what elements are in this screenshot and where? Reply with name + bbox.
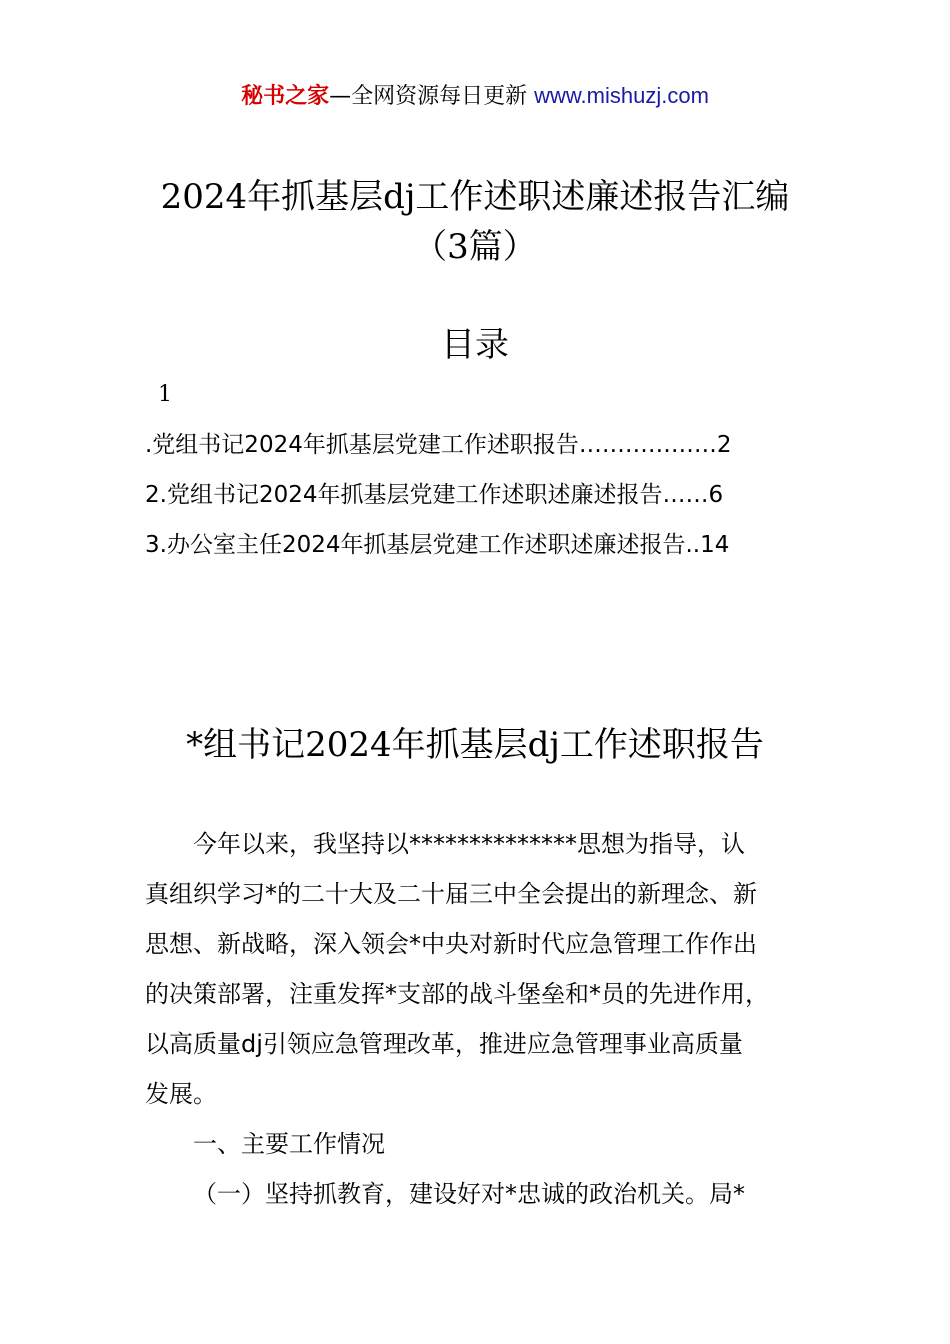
- site-header: [0, 80, 950, 113]
- brand-name: 秘书之家: [241, 84, 330, 109]
- body-paragraph-line: 发展。: [145, 1080, 217, 1108]
- body-paragraph-line: 真组织学习*的二十大及二十届三中全会提出的新理念、新: [145, 880, 757, 908]
- subheading-main-work: 一、主要工作情况: [193, 1130, 385, 1158]
- body-paragraph-line: 的决策部署，注重发挥*支部的战斗堡垒和*员的先进作用，: [145, 980, 769, 1008]
- document-title: 2024年抓基层dj工作述职述廉述报告汇编: [160, 177, 790, 217]
- toc-item-3[interactable]: 3.办公室主任2024年抓基层党建工作述职述廉述报告..14: [145, 532, 730, 558]
- toc-item-2[interactable]: 2.党组书记2024年抓基层党建工作述职述廉述报告……6: [145, 482, 724, 508]
- toc-number-fragment: 1: [158, 382, 172, 407]
- section-title: *组书记2024年抓基层dj工作述职报告: [186, 725, 764, 765]
- subheading-education: （一）坚持抓教育，建设好对*忠诚的政治机关。局*: [193, 1180, 745, 1208]
- toc-item-1[interactable]: .党组书记2024年抓基层党建工作述职报告………………2: [145, 432, 732, 458]
- body-paragraph-line: 思想、新战略，深入领会*中央对新时代应急管理工作作出: [145, 930, 757, 958]
- body-paragraph-line: 以高质量dj引领应急管理改革，推进应急管理事业高质量: [145, 1030, 743, 1058]
- site-url-link[interactable]: www.mishuzj.com: [534, 83, 709, 108]
- toc-heading: 目录: [441, 325, 509, 365]
- document-title-count: （3篇）: [413, 227, 537, 267]
- header-slogan: —全网资源每日更新: [329, 84, 535, 109]
- body-paragraph-line: 今年以来，我坚持以**************思想为指导，认: [193, 830, 745, 858]
